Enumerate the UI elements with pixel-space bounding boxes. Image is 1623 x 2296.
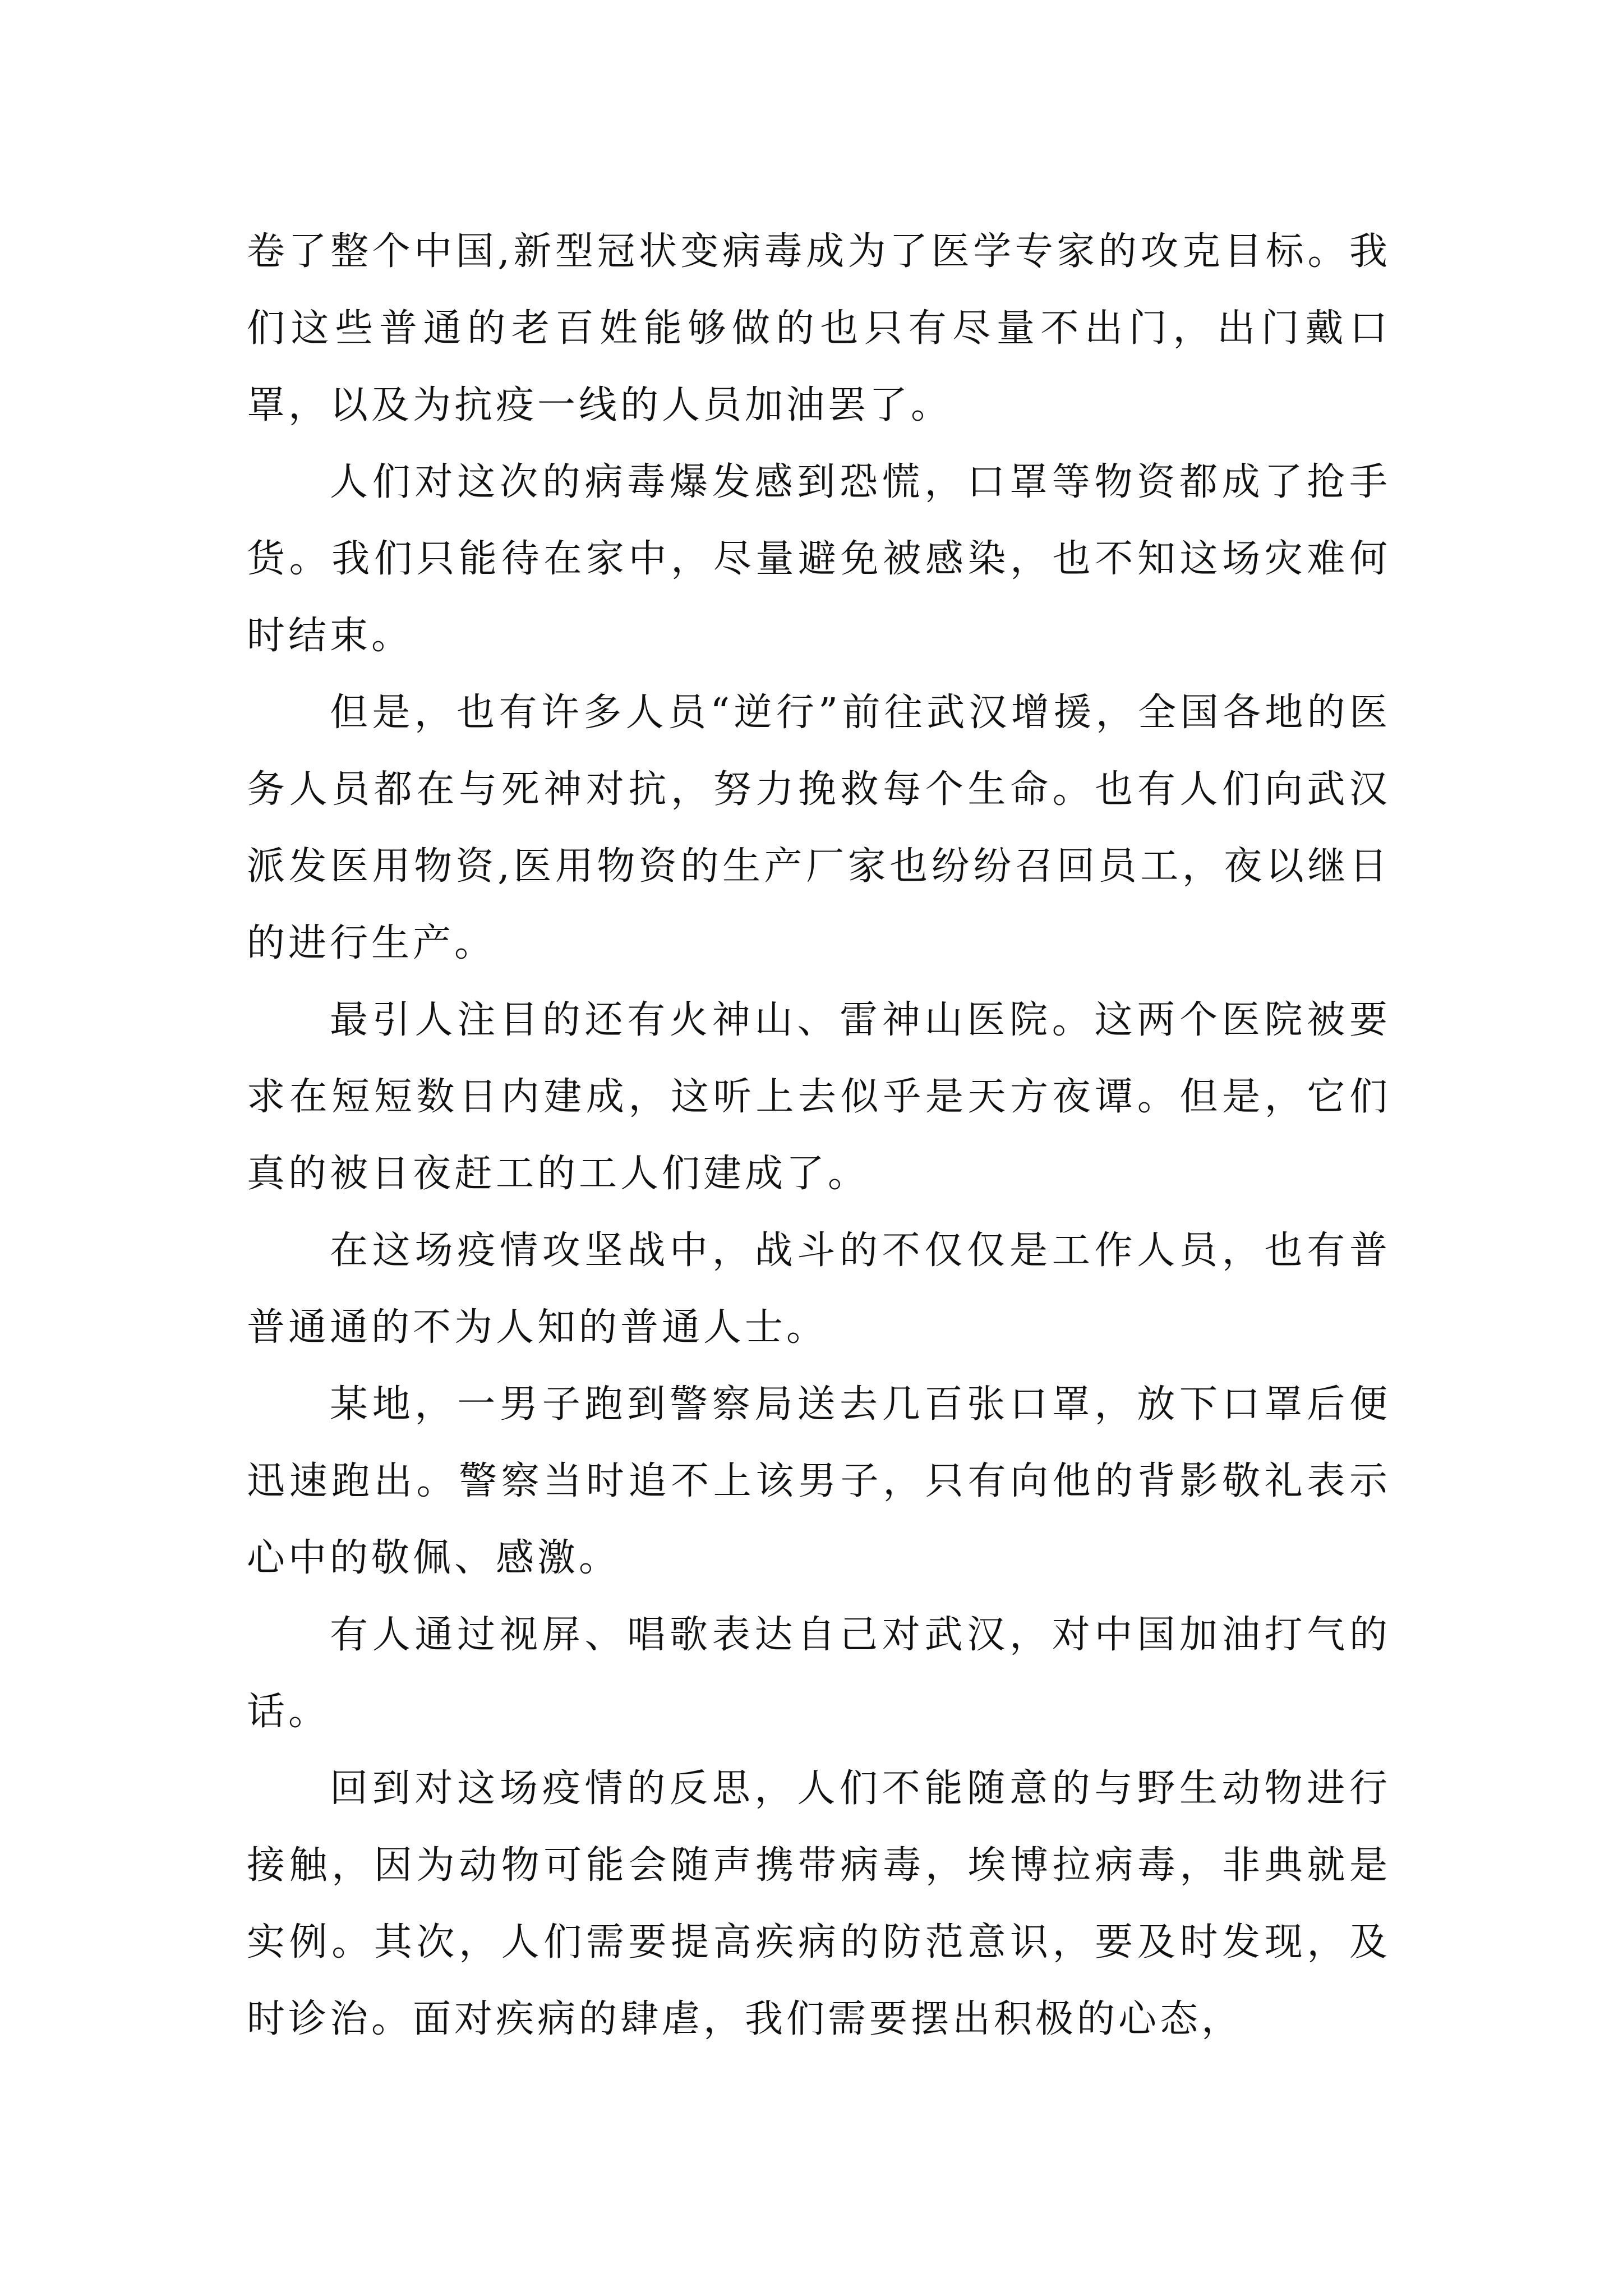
paragraph: 有人通过视屏、唱歌表达自己对武汉，对中国加油打气的话。: [247, 1613, 1391, 1734]
paragraph: 某地，一男子跑到警察局送去几百张口罩，放下口罩后便迅速跑出。警察当时追不上该男子，只有向他的背影敬礼表示心中的敬佩、感激。: [247, 1382, 1391, 1580]
paragraph: 回到对这场疫情的反思，人们不能随意的与野生动物进行接触，因为动物可能会随声携带病毒，埃博拉病毒，非典就是实例。其次，人们需要提高疾病的防范意识，要及时发现，及时诊治。面对疾病的肆虐，我们需要摆出积极的心态，: [247, 1766, 1391, 2041]
paragraph: 但是，也有许多人员“逆行”前往武汉增援，全国各地的医务人员都在与死神对抗，努力挽救每个生命。也有人们向武汉派发医用物资,医用物资的生产厂家也纷纷召回员工，夜以继日的进行生产。: [247, 691, 1391, 965]
paragraph: 人们对这次的病毒爆发感到恐慌，口罩等物资都成了抢手货。我们只能待在家中，尽量避免被感染，也不知这场灾难何时结束。: [247, 460, 1391, 658]
paragraph: 卷了整个中国,新型冠状变病毒成为了医学专家的攻克目标。我们这些普通的老百姓能够做的也只有尽量不出门，出门戴口罩，以及为抗疫一线的人员加油罢了。: [247, 229, 1391, 427]
document-body: [247, 213, 1391, 2058]
paragraph: 在这场疫情攻坚战中，战斗的不仅仅是工作人员，也有普普通通的不为人知的普通人士。: [247, 1228, 1391, 1350]
paragraph: 最引人注目的还有火神山、雷神山医院。这两个医院被要求在短短数日内建成，这听上去似乎是天方夜谭。但是，它们真的被日夜赶工的工人们建成了。: [247, 998, 1391, 1196]
